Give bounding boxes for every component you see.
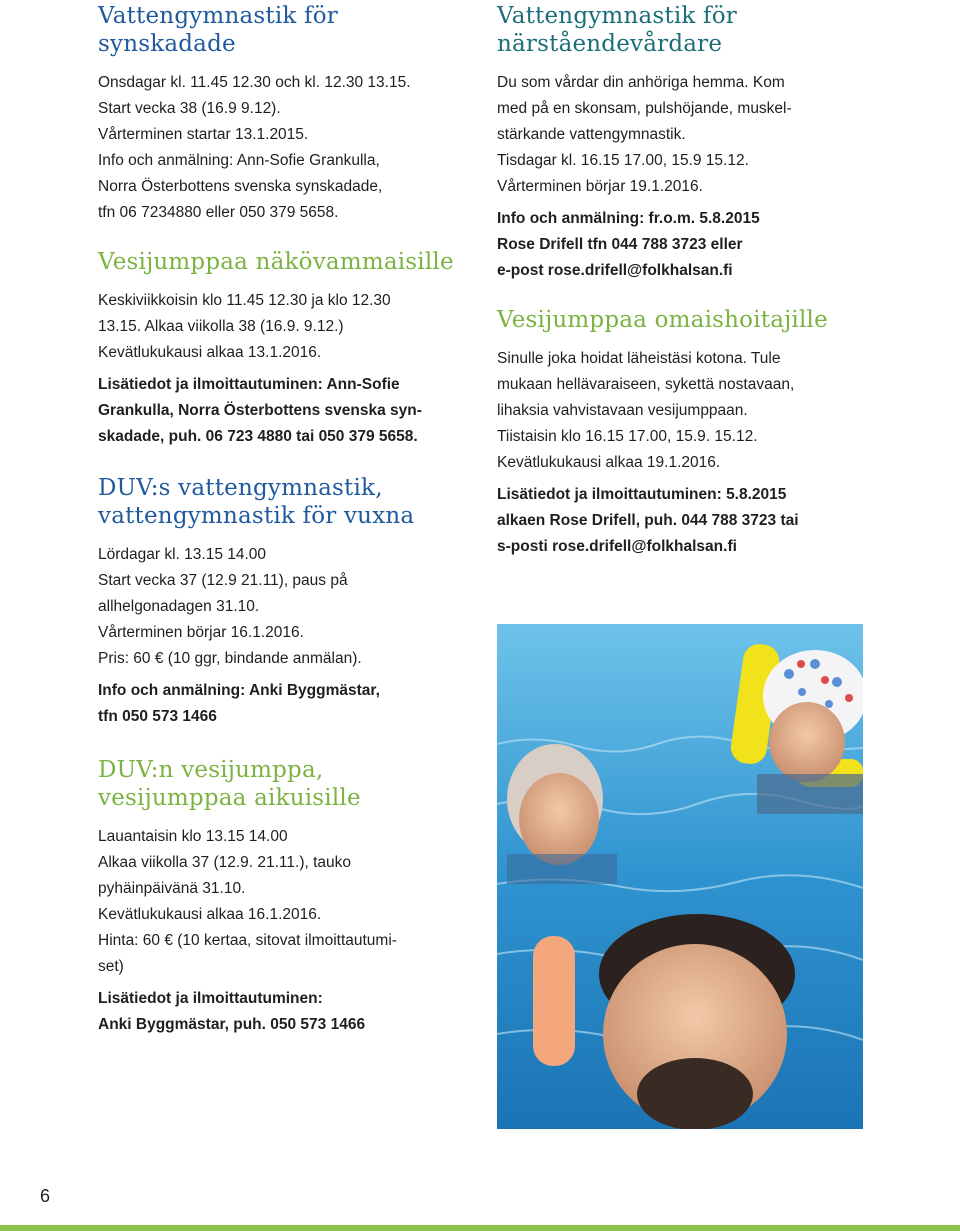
- title-line: vattengymnastik för vuxna: [98, 503, 415, 529]
- title-line: vesijumppaa aikuisille: [98, 785, 361, 811]
- section-duv-vattengymnastik: [98, 474, 478, 730]
- section-vattengymnastik-narstaendevardare: [497, 0, 877, 284]
- text-line: set): [98, 958, 124, 975]
- text-line: lihaksia vahvistavaan vesijumppaan.: [497, 402, 748, 419]
- section-duvn-vesijumppa: [98, 756, 478, 1038]
- info-line: s-posti rose.drifell@folkhalsan.fi: [497, 538, 737, 555]
- section-vesijumppaa-nakovammaisille: [98, 248, 478, 450]
- section-title: [98, 2, 478, 58]
- text-line: allhelgonadagen 31.10.: [98, 598, 260, 615]
- info-line: Lisätiedot ja ilmoittautuminen: 5.8.2015: [497, 486, 787, 503]
- title-line: DUV:n vesijumppa,: [98, 757, 324, 783]
- left-column: [98, 0, 478, 730]
- info-line: tfn 06 7234880 eller 050 379 5658.: [98, 204, 339, 221]
- text-line: Kevätlukukausi alkaa 16.1.2016.: [98, 906, 322, 923]
- section-title: [98, 248, 478, 276]
- page-number: 6: [40, 1186, 51, 1206]
- info-line: Lisätiedot ja ilmoittautuminen: Ann-Sofie: [98, 376, 400, 393]
- section-title: [497, 2, 877, 58]
- title-line: DUV:s vattengymnastik,: [98, 475, 383, 501]
- info-line: Anki Byggmästar, puh. 050 573 1466: [98, 1016, 366, 1033]
- text-line: Tisdagar kl. 16.15 17.00, 15.9 15.12.: [497, 152, 749, 169]
- right-column: [497, 0, 877, 560]
- text-line: Sinulle joka hoidat läheistäsi kotona. Tule: [497, 350, 781, 367]
- text-line: Vårterminen börjar 19.1.2016.: [497, 178, 703, 195]
- text-line: Alkaa viikolla 37 (12.9. 21.11.), tauko: [98, 854, 352, 871]
- section-vattengymnastik-synskadade: [98, 0, 478, 226]
- info-line: Grankulla, Norra Österbottens svenska syn-: [98, 402, 422, 419]
- text-line: Lauantaisin klo 13.15 14.00: [98, 828, 288, 845]
- info-line: Info och anmälning: Ann-Sofie Grankulla,: [98, 152, 380, 169]
- text-line: Vårterminen börjar 16.1.2016.: [98, 624, 304, 641]
- text-line: Start vecka 37 (12.9 21.11), paus på: [98, 572, 348, 589]
- title-line: synskadade: [98, 31, 236, 57]
- text-line: Onsdagar kl. 11.45 12.30 och kl. 12.30 13.15.: [98, 74, 411, 91]
- info-line: Norra Österbottens svenska synskadade,: [98, 178, 383, 195]
- text-line: Lördagar kl. 13.15 14.00: [98, 546, 267, 563]
- section-title: [497, 306, 877, 334]
- info-line: Rose Drifell tfn 044 788 3723 eller: [497, 236, 743, 253]
- info-line: alkaen Rose Drifell, puh. 044 788 3723 tai: [497, 512, 799, 529]
- swimming-pool-photo: [497, 624, 863, 1129]
- info-line: Lisätiedot ja ilmoittautuminen:: [98, 990, 323, 1007]
- text-line: mukaan hellävaraiseen, sykettä nostavaan,: [497, 376, 795, 393]
- text-line: Vårterminen startar 13.1.2015.: [98, 126, 309, 143]
- text-line: Start vecka 38 (16.9 9.12).: [98, 100, 281, 117]
- title-line: Vattengymnastik för: [497, 3, 737, 29]
- text-line: Kevätlukukausi alkaa 19.1.2016.: [497, 454, 721, 471]
- title-line: Vesijumppaa omaishoitajille: [497, 307, 828, 333]
- text-line: Pris: 60 € (10 ggr, bindande anmälan).: [98, 650, 362, 667]
- title-line: närståendevårdare: [497, 31, 723, 57]
- info-line: Info och anmälning: Anki Byggmästar,: [98, 682, 380, 699]
- text-line: Hinta: 60 € (10 kertaa, sitovat ilmoittautumi-: [98, 932, 397, 949]
- title-line: Vesijumppaa näkövammaisille: [98, 249, 454, 275]
- text-line: Tiistaisin klo 16.15 17.00, 15.9. 15.12.: [497, 428, 758, 445]
- text-line: med på en skonsam, pulshöjande, muskel-: [497, 100, 792, 117]
- title-line: Vattengymnastik för: [98, 3, 338, 29]
- footer-bar: [0, 1225, 960, 1231]
- text-line: Du som vårdar din anhöriga hemma. Kom: [497, 74, 785, 91]
- section-vesijumppaa-omaishoitajille: [497, 306, 877, 560]
- section-title: [98, 474, 478, 530]
- info-line: tfn 050 573 1466: [98, 708, 217, 725]
- text-line: Kevätlukukausi alkaa 13.1.2016.: [98, 344, 322, 361]
- info-line: e-post rose.drifell@folkhalsan.fi: [497, 262, 733, 279]
- text-line: pyhäinpäivänä 31.10.: [98, 880, 246, 897]
- section-title: [98, 756, 478, 812]
- text-line: stärkande vattengymnastik.: [497, 126, 686, 143]
- text-line: Keskiviikkoisin klo 11.45 12.30 ja klo 12.30: [98, 292, 391, 309]
- text-line: 13.15. Alkaa viikolla 38 (16.9. 9.12.): [98, 318, 344, 335]
- info-line: Info och anmälning: fr.o.m. 5.8.2015: [497, 210, 760, 227]
- info-line: skadade, puh. 06 723 4880 tai 050 379 5658.: [98, 428, 418, 445]
